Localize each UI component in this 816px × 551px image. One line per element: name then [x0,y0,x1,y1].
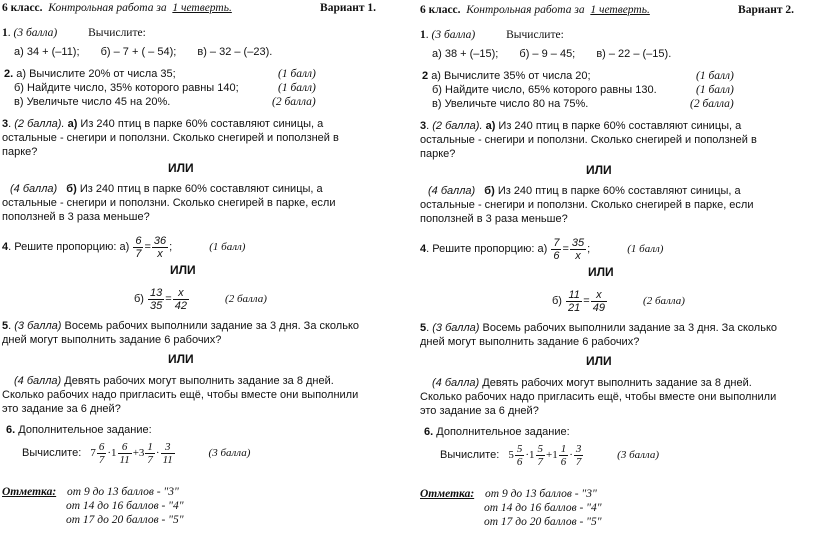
task-6-points: (3 балла) [617,449,659,461]
task-2-c-text: в) Увеличьте число 80 на 75%. [432,98,589,110]
denominator: 7 [575,455,582,468]
equals-sign: = [165,293,172,305]
task-number: 6. [424,426,434,438]
task-4-a-points: (1 балл) [209,241,246,253]
task-6-heading [6,424,152,437]
task-2-a-text: а) Вычислите 20% от числа 35; [16,68,176,80]
denominator: 7 [147,453,153,466]
variant-label: Вариант 2. [738,4,794,16]
task-6-calc-label: Вычислите: [22,447,82,459]
task-instruction: Вычислите: [506,29,564,41]
task-number: 1 [420,29,426,41]
task-4-line-b [134,284,267,314]
fraction-4 [574,443,584,468]
fraction-left [148,287,164,312]
task-1-item-b: б) – 7 + ( – 54); [100,46,177,58]
task-number: 6. [6,424,16,436]
task-3b-text-2: остальные - снегири и поползни. Сколько снегирей в парке, если [2,197,336,209]
fraction-4 [161,441,175,466]
task-6-expression [22,438,250,468]
or-divider: ИЛИ [586,163,612,177]
numerator: 5 [537,442,544,455]
fraction-right [591,289,607,314]
task-6-expression [440,440,659,470]
task-3-text-1: Из 240 птиц в парке 60% составляют синицы, а [498,120,742,132]
quarter-label: 1 четверть. [590,4,650,16]
task-4-a-points: (1 балл) [627,243,664,255]
task-3-line-1: 3. (2 балла). а) Из 240 птиц в парке 60% составляют синицы, а [420,120,742,132]
task-number: 2 [422,70,429,82]
grading-range-5: от 17 до 20 баллов - "5" [66,514,184,526]
grading-range-4: от 14 до 16 баллов - "4" [484,502,602,514]
operator: · [569,449,573,461]
numerator: 6 [118,441,132,454]
task-6-calc-label: Вычислите: [440,449,500,461]
grade-label: 6 класс. [420,4,461,16]
task-2-c-points: (2 балла) [690,98,734,110]
denominator: 35 [150,299,163,312]
task-5-text-1: Восемь рабочих выполнили задание за 3 дня. За сколько [482,322,778,334]
task-4-b-points: (2 балла) [643,295,685,307]
task-3-b-mark: б) [66,183,77,195]
task-points: (4 балла) [432,377,480,389]
numerator: 6 [98,440,105,453]
numerator: 11 [566,289,582,302]
fraction-2 [118,441,132,466]
task-5b-line-1 [14,375,334,388]
denominator: 7 [135,247,142,260]
task-4-line-b [552,286,685,316]
task-3-a-mark: а) [67,118,78,130]
denominator: 7 [537,455,544,468]
task-number: 3 [420,120,427,132]
grading-range-4: от 14 до 16 баллов - "4" [66,500,184,512]
grading-label: Отметка: [420,488,475,500]
operator: ·1 [525,449,535,461]
task-3b-text-1: Из 240 птиц в парке 60% составляют синицы, а [79,183,323,195]
task-5-text-2: дней могут выполнить задание 6 рабочих? [2,334,222,346]
mixed-expression [508,442,587,468]
worksheet-header [2,2,398,15]
task-4-b-mark: б) [552,295,562,307]
numerator: x [173,287,189,300]
task-points: (2 балла). [432,120,483,132]
denominator: x [157,247,163,260]
task-number: 2. [4,68,14,80]
task-3b-text-3: поползней в 3 раза меньше? [420,213,568,225]
fraction-3 [559,443,569,468]
task-2-c-points: (2 балла) [272,96,316,108]
task-6-points: (3 балла) [208,447,251,459]
task-2-b-text: б) Найдите число, 65% которого равны 130. [432,84,657,96]
work-title: Контрольная работа за [466,4,585,16]
task-5b-text-2: Сколько рабочих надо пригласить ещё, чтобы вместе они выполнили [2,389,359,401]
task-4-b-points: (2 балла) [225,293,267,305]
numerator: 6 [135,234,142,247]
whole-part: 7 [90,447,96,459]
or-divider: ИЛИ [586,354,612,368]
task-number: 4 [420,243,427,255]
fraction-3 [145,441,155,466]
grading-row-1 [420,488,597,501]
equals-sign: = [583,295,590,307]
task-3b-text-3: поползней в 3 раза меньше? [2,211,150,223]
task-3-text-2: остальные - снегири и поползни. Сколько снегирей и поползней в [420,134,757,146]
denominator: 7 [98,453,105,466]
variant-2-column [418,0,816,551]
fraction-right [173,287,189,312]
task-4-line-a: 4. Решите пропорцию: а) $\frac{6}{7}$ = $\frac{36}{x}$ ; (1 балл) [2,234,246,260]
task-points: (3 балла) [14,320,62,332]
task-2-a-text: а) Вычислите 35% от числа 20; [431,70,591,82]
or-divider: ИЛИ [170,263,196,277]
task-2-b-text: б) Найдите число, 35% которого равны 140; [14,82,239,94]
task-3b-text-2: остальные - снегири и поползни. Сколько снегирей в парке, если [420,199,754,211]
or-divider: ИЛИ [168,352,194,366]
task-points: (4 балла) [10,183,58,195]
task-1-item-a: а) 38 + (–15); [432,48,499,60]
task-5b-text-1: Девять рабочих могут выполнить задание за 8 дней. [482,377,752,389]
numerator: 36 [153,234,167,247]
task-2-a-points: (1 балл) [278,68,316,80]
task-points: (2 балла). [14,118,65,130]
fraction-2 [536,443,546,468]
equals-sign: = [144,241,151,253]
worksheet-header [420,4,816,17]
numerator: 1 [147,440,153,453]
grading-label: Отметка: [2,486,57,498]
numerator: x [591,289,607,302]
task-3-line-1: 3. (2 балла). а) Из 240 птиц в парке 60% составляют синицы, а [2,118,324,130]
task-number: 1 [2,27,8,39]
task-5-line-1: 5. (3 балла) Восемь рабочих выполнили задание за 3 дня. За сколько [2,320,360,332]
operator: +3 [132,447,145,459]
work-title: Контрольная работа за [48,2,167,14]
or-divider: ИЛИ [588,265,614,279]
operator: ·1 [107,447,117,459]
task-2-line-a [422,70,591,83]
numerator: 1 [560,442,567,455]
grading-range-3: от 9 до 13 баллов - "3" [67,486,179,498]
denominator: 49 [592,301,605,314]
variant-1-column [0,0,398,551]
task-1-heading: 1. (3 балла) Вычислите: [2,27,146,39]
task-1-item-b: б) – 9 – 45; [519,48,576,60]
operator: · [155,447,160,459]
task-4-line-a: 4. Решите пропорцию: а) $\frac{7}{6}$ = $\frac{35}{x}$ ; (1 балл) [420,236,664,262]
task-5b-text-1: Девять рабочих могут выполнить задание за 8 дней. [64,375,334,387]
task-5-line-1: 5. (3 балла) Восемь рабочих выполнили задание за 3 дня. За сколько [420,322,778,334]
task-2-c-text: в) Увеличьте число 45 на 20%. [14,96,171,108]
task-3-text-2: остальные - снегири и поползни. Сколько снегирей и поползней в [2,132,339,144]
denominator: 11 [162,453,173,466]
task-number: 3 [2,118,9,130]
or-divider: ИЛИ [168,161,194,175]
task-instruction: Вычислите: [88,27,146,39]
grade-label: 6 класс. [2,2,43,14]
task-2-b-points: (1 балл) [278,82,316,94]
denominator: 11 [119,453,130,466]
semicolon: ; [169,241,173,253]
task-5b-text-2: Сколько рабочих надо пригласить ещё, чтобы вместе они выполнили [420,391,777,403]
fraction-1 [515,443,525,468]
task-number: 5 [420,322,427,334]
task-points: (3 балла) [431,29,476,41]
task-1-items [14,46,272,59]
task-points: (4 балла) [428,185,476,197]
semicolon: ; [587,243,591,255]
denominator: 42 [174,299,187,312]
fraction-left [566,289,582,314]
numerator: 13 [150,286,163,299]
grading-range-3: от 9 до 13 баллов - "3" [485,488,597,500]
task-1-item-c: в) – 22 – (–15). [596,48,672,60]
task-3-a-mark: а) [485,120,496,132]
task-2-line-a [4,68,176,81]
task-4-text: Решите пропорцию: а) [14,241,130,253]
numerator: 35 [571,236,585,249]
task-2-a-points: (1 балл) [696,70,734,82]
task-points: (4 балла) [14,375,62,387]
task-5-text-2: дней могут выполнить задание 6 рабочих? [420,336,640,348]
grading-range-5: от 17 до 20 баллов - "5" [484,516,602,528]
task-points: (3 балла) [13,27,58,39]
task-number: 4 [2,241,9,253]
fraction-left [551,237,561,262]
task-1-item-a: а) 34 + (–11); [14,46,80,58]
denominator: 6 [553,249,560,262]
task-3b-line-1 [428,185,741,198]
task-1-items [432,48,671,61]
task-3-b-mark: б) [484,185,495,197]
fraction-1 [97,441,107,466]
whole-part: 5 [508,449,514,461]
task-points: (3 балла) [432,322,480,334]
numerator: 3 [161,441,175,454]
task-1-heading: 1. (3 балла) Вычислите: [420,29,564,41]
denominator: 21 [568,301,581,314]
task-5b-line-1 [432,377,752,390]
task-4-text: Решите пропорцию: а) [432,243,548,255]
task-5b-text-3: это задание за 6 дней? [2,403,121,415]
task-6-heading [424,426,570,439]
denominator: 6 [560,455,567,468]
task-3b-text-1: Из 240 птиц в парке 60% составляют синицы, а [497,185,741,197]
task-3b-line-1 [10,183,323,196]
numerator: 5 [516,442,523,455]
task-5-text-1: Восемь рабочих выполнили задание за 3 дня. За сколько [64,320,360,332]
operator: +1 [546,449,558,461]
denominator: x [575,249,581,262]
denominator: 6 [516,455,523,468]
task-6-title: Дополнительное задание: [18,424,152,436]
quarter-label: 1 четверть. [172,2,232,14]
task-2-b-points: (1 балл) [696,84,734,96]
numerator: 7 [553,236,560,249]
fraction-left [133,235,143,260]
fraction-right [570,237,586,262]
numerator: 3 [575,442,582,455]
variant-label: Вариант 1. [320,2,376,14]
task-1-item-c: в) – 32 – (–23). [197,46,273,58]
equals-sign: = [562,243,569,255]
task-6-title: Дополнительное задание: [436,426,570,438]
fraction-right [152,235,168,260]
task-4-b-mark: б) [134,293,144,305]
grading-row-1 [2,486,179,499]
task-3-text-1: Из 240 птиц в парке 60% составляют синицы, а [80,118,324,130]
task-number: 5 [2,320,9,332]
task-3-text-3: парке? [420,148,456,160]
mixed-expression [90,440,178,466]
task-3-text-3: парке? [2,146,38,158]
task-5b-text-3: это задание за 6 дней? [420,405,539,417]
